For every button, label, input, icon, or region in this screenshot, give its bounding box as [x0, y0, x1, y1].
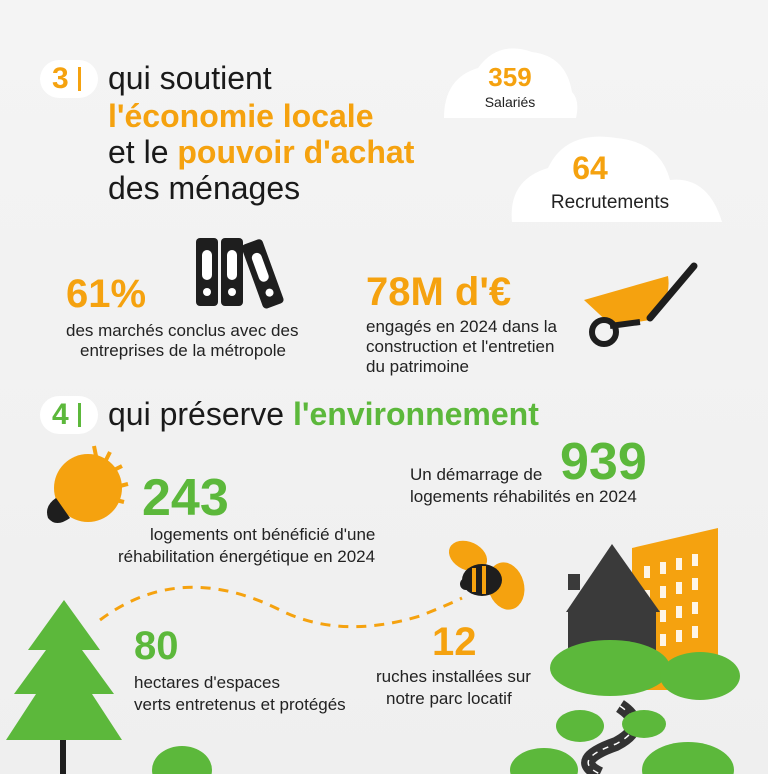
markets-value: 61%: [66, 272, 147, 316]
binders-icon: [196, 238, 285, 310]
bee-icon: [444, 535, 530, 614]
badge-bar: [78, 403, 81, 427]
hives-value: 12: [432, 620, 477, 664]
section-4-number: 4: [52, 398, 69, 431]
green-value: 80: [134, 624, 179, 668]
employees-value: 359: [488, 62, 532, 92]
section-3-title-line3: [108, 134, 414, 170]
wheelbarrow-icon: [584, 266, 694, 344]
badge-bar: [78, 67, 81, 91]
investment-line1: engagés en 2024 dans la: [366, 317, 557, 336]
energy-line1: logements ont bénéficié d'une: [150, 525, 376, 544]
sun-bulb-icon: [47, 446, 128, 523]
employees-label: Salariés: [484, 94, 536, 110]
section-3-title-line4: des ménages: [108, 170, 301, 206]
rehab-line2: logements réhabilités en 2024: [410, 487, 637, 506]
title-line3-prefix: et le: [108, 134, 169, 170]
investment-line2: construction et l'entretien: [366, 337, 555, 356]
title-prefix: qui préserve: [108, 396, 285, 432]
section-3-badge: [40, 60, 98, 98]
recruitments-value: 64: [572, 150, 608, 186]
energy-line2: réhabilitation énergétique en 2024: [118, 547, 376, 566]
title-highlight: l'environnement: [292, 396, 539, 432]
hives-line1: ruches installées sur: [376, 667, 531, 686]
section-3-title-line2: l'économie locale: [108, 98, 374, 134]
investment-value: 78M d'€: [366, 270, 512, 314]
tree-icon: [6, 600, 122, 774]
section-3-title-line1: qui soutient: [108, 60, 272, 96]
hives-line2: notre parc locatif: [386, 689, 512, 708]
green-line1: hectares d'espaces: [134, 673, 280, 692]
rehab-prefix: Un démarrage de: [410, 465, 543, 484]
recruitments-label: Recrutements: [550, 192, 670, 213]
dashed-path: [100, 587, 462, 626]
title-line3-highlight: pouvoir d'achat: [177, 134, 415, 170]
section-4-title: [108, 396, 539, 432]
green-line2: verts entretenus et protégés: [134, 695, 346, 714]
rehab-value: 939: [560, 433, 647, 491]
section-3-number: 3: [52, 62, 69, 95]
section-4-badge: [40, 396, 98, 434]
investment-line3: du patrimoine: [366, 357, 470, 376]
markets-line2: entreprises de la métropole: [80, 341, 287, 360]
markets-line1: des marchés conclus avec des: [66, 321, 299, 340]
energy-value: 243: [142, 469, 229, 527]
